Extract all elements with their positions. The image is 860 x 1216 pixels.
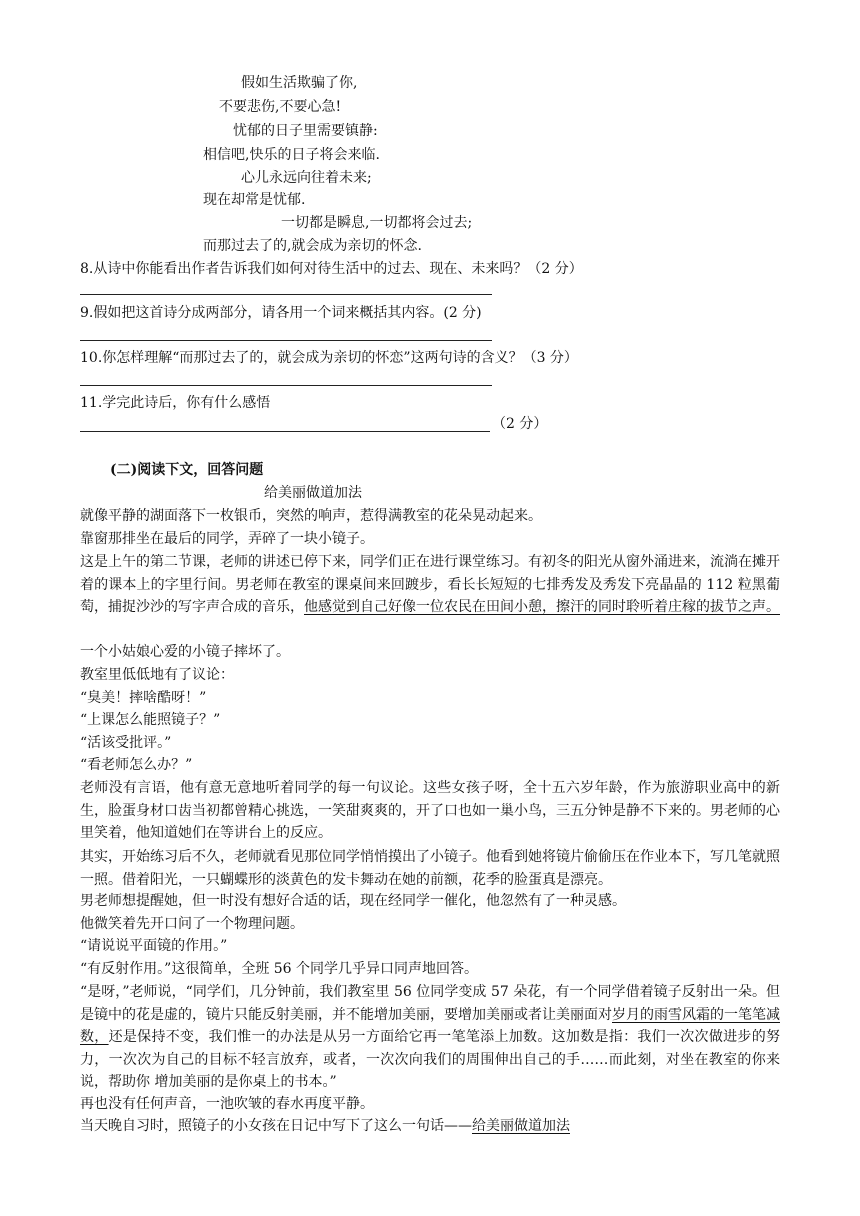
poem-line-4: 相信吧,快乐的日子将会来临. <box>203 147 380 163</box>
dialogue-line: “臭美！摔啥酷呀！” <box>80 690 207 706</box>
answer-line-10[interactable] <box>80 385 492 386</box>
passage-paragraph: 其实，开始练习后不久，老师就看见那位同学悄悄摸出了小镜子。他看到她将镜片偷偷压在作业本下，写几笔就照一照。借着阳光，一只蝴蝶形的淡黄色的发卡舞动在她的前额，花季的脸蛋真是漂亮。 <box>80 849 780 888</box>
answer-line-8[interactable] <box>80 294 492 295</box>
passage-paragraph: 就像平静的湖面落下一枚银币，突然的响声，惹得满教室的花朵晃动起来。 <box>80 508 542 524</box>
dialogue-line: “看老师怎么办？” <box>80 757 193 773</box>
passage-title: 给美丽做道加法 <box>264 485 362 501</box>
answer-line-11[interactable] <box>80 431 490 432</box>
poem-line-8: 而那过去了的,就会成为亲切的怀念. <box>203 238 422 254</box>
passage-paragraph <box>80 551 780 619</box>
passage-text: 当天晚自习时，照镜子的小女孩在日记中写下了这么一句话—— <box>80 1118 472 1134</box>
passage-paragraph: 教室里低低地有了议论： <box>80 667 234 683</box>
passage-text: 这是上午的第二节课，老师的讲述已停下来，同学们正在进行课堂练习。有初冬的阳光从窗外涌进来，流淌在摊开着的课本上的字里行间。男老师在教室的课桌间来回踱步，看长长短短的七排秀发及秀发下亮晶晶的 112 粒黑葡萄，捕捉沙沙的写字声合成的音乐， <box>80 554 780 615</box>
passage-paragraph: 男老师想提醒她，但一时没有想好合适的话，现在经同学一催化，他忽然有了一种灵感。 <box>80 893 626 909</box>
passage-paragraph: 再也没有任何声音，一池吹皱的春水再度平静。 <box>80 1096 374 1112</box>
passage-paragraph: 他微笑着先开口问了一个物理问题。 <box>80 916 304 932</box>
passage-paragraph: 一个小姑娘心爱的小镜子摔坏了。 <box>80 644 290 660</box>
underlined-phrase: 岁月的雨雪风霜的一笔笔减数， <box>80 1006 780 1045</box>
poem-line-7: 一切都是瞬息,一切都将会过去; <box>281 215 473 231</box>
passage-paragraph <box>80 1116 570 1136</box>
poem-line-6: 现在却常是忧郁. <box>203 192 306 208</box>
passage-text: “是呀，”老师说，“同学们，几分钟前，我们教室里 56 位同学变成 57 朵花，有一个同学借着镜子反射出一朵。但是镜中的花是虚的，镜片只能反射美丽，并不能增加美丽，要增加美丽或者让美丽面对 <box>80 984 780 1023</box>
poem-line-1: 假如生活欺骗了你, <box>241 75 358 91</box>
question-9: 9.假如把这首诗分成两部分，请各用一个词来概括其内容。(2 分) <box>80 305 482 321</box>
poem-line-5: 心儿永远向往着未来; <box>241 170 372 186</box>
poem-line-2: 不要悲伤,不要心急! <box>219 99 342 115</box>
dialogue-line: “活该受批评。” <box>80 735 172 751</box>
poem-line-3: 忧郁的日子里需要镇静: <box>233 123 378 139</box>
dialogue-line: “请说说平面镜的作用。” <box>80 938 228 954</box>
question-11-score: （2 分） <box>492 416 548 432</box>
passage-paragraph: 老师没有言语，他有意无意地听着同学的每一句议论。这些女孩子呀，全十五六岁年龄，作为旅游职业高中的新生，脸蛋身材口齿当初都曾精心挑选，一笑甜爽爽的，开了口也如一巢小鸟，三五分钟是静不下来的。男老师的心里笑着，他知道她们在等讲台上的反应。 <box>80 780 780 841</box>
dialogue-line: “有反射作用。”这很简单，全班 56 个同学几乎异口同声地回答。 <box>80 961 479 977</box>
passage-paragraph: 靠窗那排坐在最后的同学，弄碎了一块小镜子。 <box>80 531 374 547</box>
underlined-title: 给美丽做道加法 <box>472 1118 570 1134</box>
section-heading: (二)阅读下文，回答问题 <box>110 462 264 478</box>
question-10: 10.你怎样理解“而那过去了的，就会成为亲切的怀恋”这两句诗的含义？（3 分） <box>80 350 578 366</box>
dialogue-line: “上课怎么能照镜子？” <box>80 712 221 728</box>
passage-text: 还是保持不变，我们惟一的办法是从另一方面给它再一笔笔添上加数。这加数是指：我们一次次做进步的努力，一次次为自己的目标不轻言放弃，或者，一次次向我们的周围伸出自己的手……而此刻，对坐在教室的你来说，帮助你 增加美丽的是你桌上的书本。” <box>80 1029 781 1090</box>
question-8: 8.从诗中你能看出作者告诉我们如何对待生活中的过去、现在、未来吗？（2 分） <box>80 261 583 277</box>
question-11: 11.学完此诗后，你有什么感悟 <box>80 395 271 411</box>
underlined-sentence: 他感觉到自己好像一位农民在田间小憩，擦汗的同时聆听着庄稼的拔节之声。 <box>304 599 780 615</box>
answer-line-9[interactable] <box>80 340 492 341</box>
passage-paragraph <box>80 981 780 1094</box>
